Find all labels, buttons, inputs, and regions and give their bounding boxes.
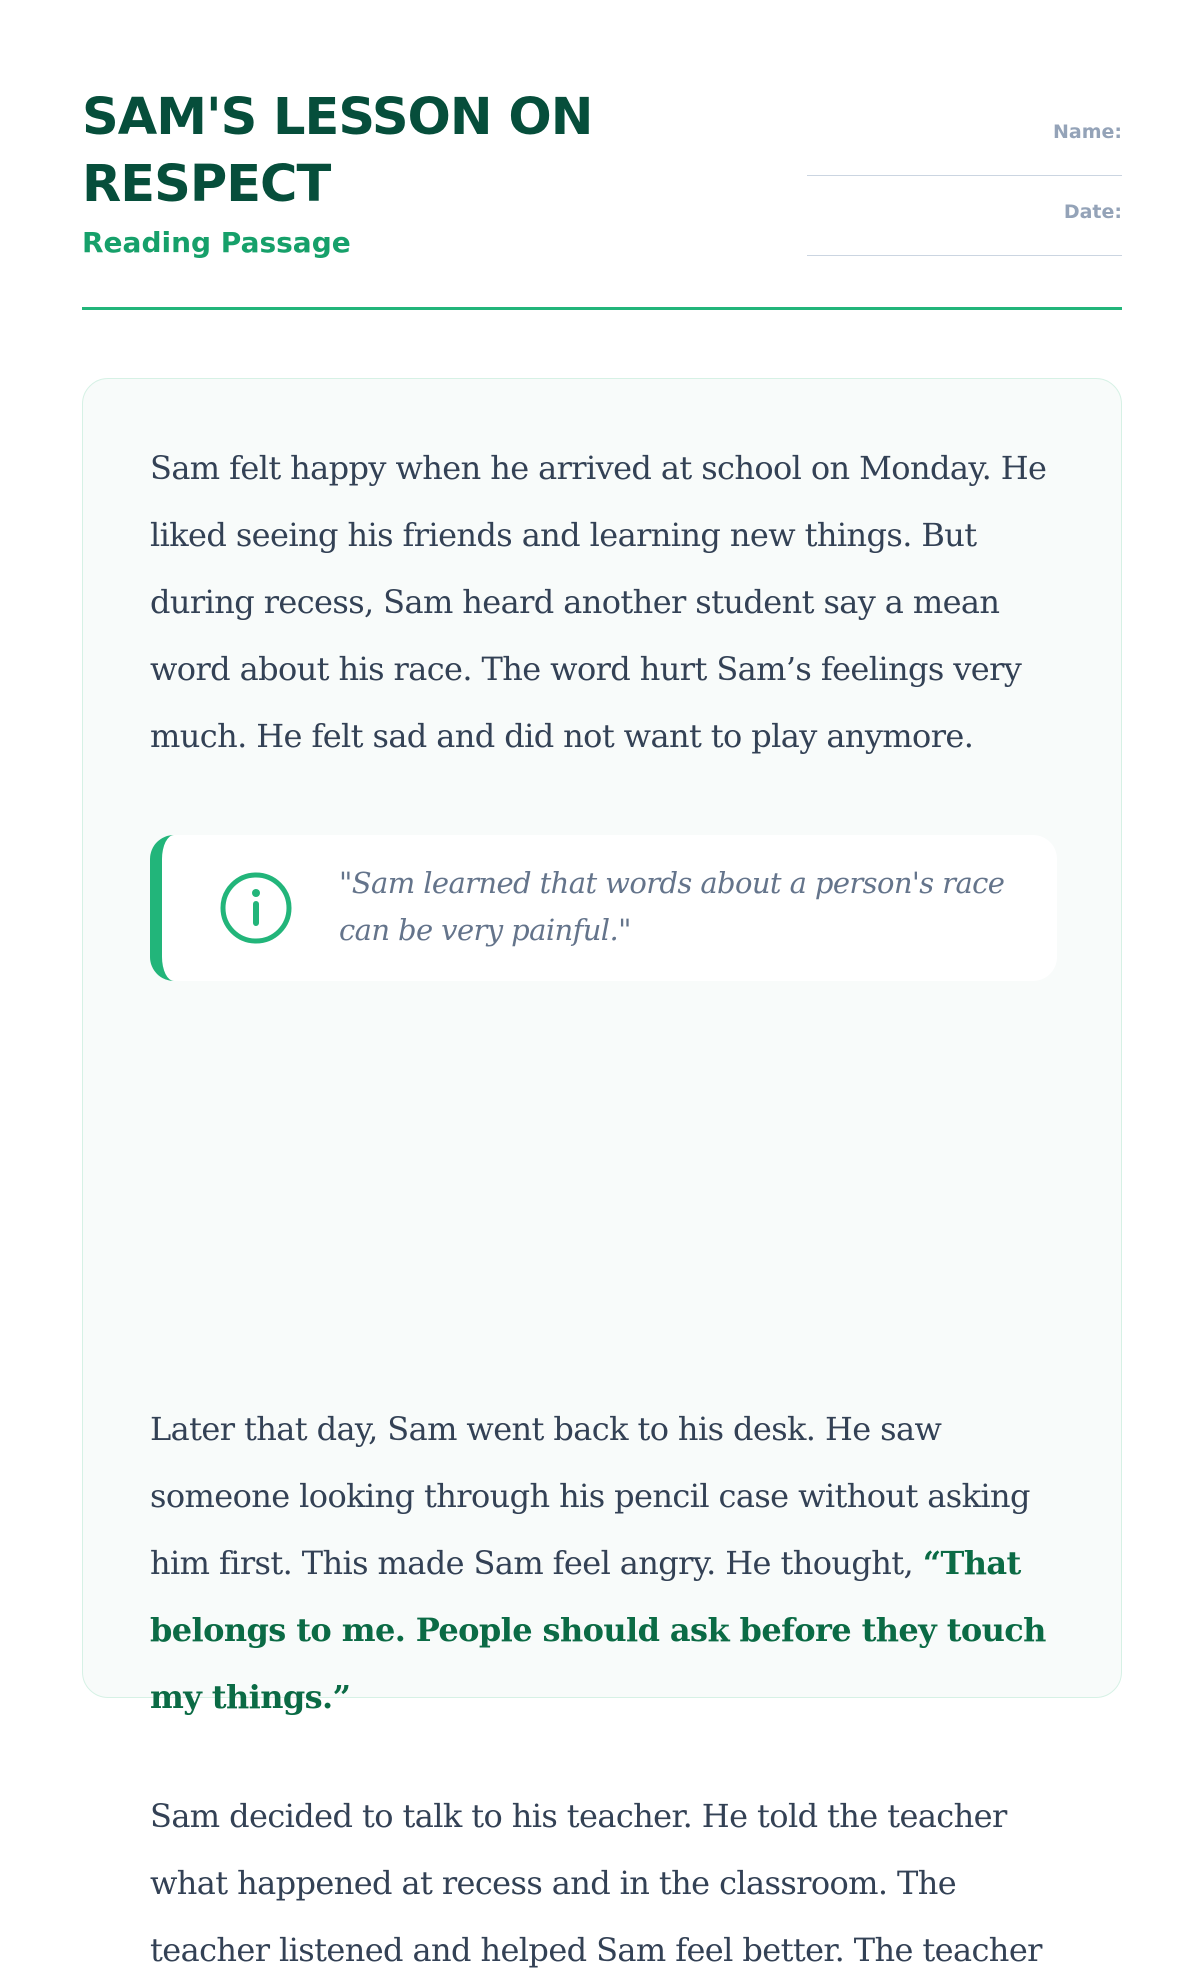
passage-paragraph-3: Sam decided to talk to his teacher. He told the teacher what happened at recess and in the classroom. The teacher listened and helped Sam feel better. The teacher [150, 1797, 1042, 1969]
callout-quote: "Sam learned that words about a person's race can be very painful." [339, 866, 1005, 947]
page-subtitle: Reading Passage [82, 226, 351, 259]
reading-passage [82, 378, 1122, 1969]
passage-paragraph-2 [150, 1396, 1060, 1731]
paragraph-2-text: Later that day, Sam went back to his desk. He saw someone looking through his pencil case without asking him first. This made Sam feel angry. He thought, [150, 1410, 1030, 1582]
name-label: Name: [1052, 121, 1122, 143]
name-line[interactable] [807, 175, 1122, 176]
date-field [807, 200, 1122, 280]
passage-paragraph-1: Sam felt happy when he arrived at school on Monday. He liked seeing his friends and learning new things. But during recess, Sam heard another student say a mean word about his race. The word hurt Sam’s feelings very much. He felt sad and did not want to play anymore. [150, 449, 1047, 755]
name-field [807, 120, 1122, 200]
info-callout [150, 835, 1057, 981]
date-label: Date: [1063, 201, 1122, 223]
worksheet-page [82, 0, 1122, 1969]
page-title: SAM'S LESSON ON RESPECT [82, 88, 593, 214]
student-info [807, 120, 1122, 280]
date-line[interactable] [807, 255, 1122, 256]
worksheet-header [82, 0, 1122, 310]
info-icon [219, 871, 293, 945]
emphasized-quote: “That belongs to me. People should ask before they touch my things.” [150, 1544, 1046, 1716]
